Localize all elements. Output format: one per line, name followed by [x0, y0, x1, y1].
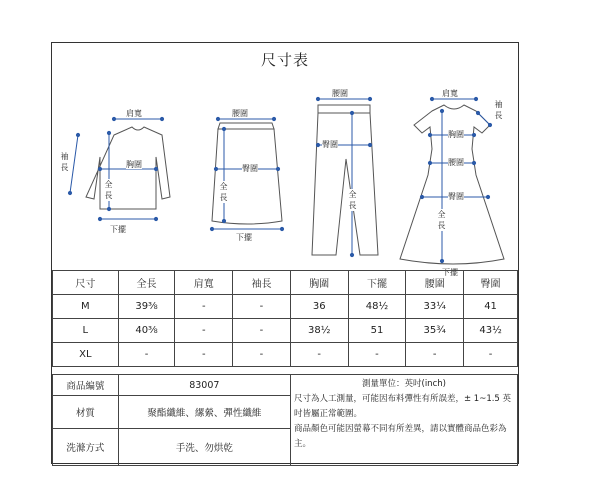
top-chest-label: 胸圍	[126, 160, 142, 169]
color-note: 商品顏色可能因螢幕不同有所差異，請以實體商品色彩為主。	[293, 424, 507, 449]
table-cell: -	[175, 319, 233, 343]
table-cell: 51	[348, 319, 406, 343]
table-cell: -	[233, 295, 291, 319]
skirt-length-label: 全長	[219, 182, 228, 202]
item-no-value: 83007	[118, 375, 290, 396]
dress-hem-label: 下擺	[442, 268, 458, 277]
table-cell: 39⅜	[118, 295, 175, 319]
skirt-illustration	[212, 123, 282, 224]
unit-note: 測量單位：英吋(inch)	[362, 379, 446, 389]
table-cell: 48½	[348, 295, 406, 319]
top-length-label: 全長	[104, 180, 113, 200]
header-cell: 腰圍	[406, 271, 464, 295]
table-cell: -	[348, 343, 406, 367]
pants-hip-label: 臀圍	[322, 140, 338, 149]
size-cell: M	[53, 295, 119, 319]
skirt-hem-label: 下擺	[236, 233, 252, 242]
table-cell: 38½	[290, 319, 348, 343]
skirt-waist-label: 腰圍	[232, 109, 248, 118]
header-cell: 肩寬	[175, 271, 233, 295]
dress-hip-label: 臀圍	[448, 192, 464, 201]
dress-waist-label: 腰圍	[448, 158, 464, 167]
header-cell: 全長	[118, 271, 175, 295]
top-shoulder-label: 肩寬	[126, 109, 142, 118]
dress-sleeve-label: 袖長	[494, 100, 503, 120]
size-chart-sheet	[51, 42, 519, 464]
material-value: 聚酯纖維、縲縈、彈性纖維	[118, 396, 290, 429]
top-sleeve-label: 袖長	[60, 152, 69, 172]
table-cell: -	[175, 343, 233, 367]
dress-length-label: 全長	[437, 210, 446, 230]
table-cell: -	[233, 319, 291, 343]
table-cell: -	[175, 295, 233, 319]
table-row	[53, 319, 518, 343]
chart-title: 尺寸表	[260, 51, 309, 69]
table-cell: -	[290, 343, 348, 367]
table-cell: 36	[290, 295, 348, 319]
info-row	[53, 375, 518, 396]
top-hem-label: 下擺	[110, 225, 126, 234]
garment-illustrations	[52, 69, 520, 269]
table-cell: 33¼	[406, 295, 464, 319]
header-cell: 臀圍	[464, 271, 518, 295]
garment-diagrams	[52, 69, 520, 277]
table-cell: 41	[464, 295, 518, 319]
table-cell: -	[406, 343, 464, 367]
table-cell: 35¾	[406, 319, 464, 343]
dress-shoulder-label: 肩寬	[442, 89, 458, 98]
skirt-hip-label: 臀圍	[242, 164, 258, 173]
table-header-row	[53, 271, 518, 295]
size-table	[52, 270, 518, 367]
wash-label: 洗滌方式	[53, 429, 119, 466]
header-cell: 尺寸	[53, 271, 119, 295]
notes-cell	[290, 375, 517, 466]
table-cell: 40⅜	[118, 319, 175, 343]
pants-waist-label: 腰圍	[332, 89, 348, 98]
table-cell: -	[118, 343, 175, 367]
pants-length-label: 全長	[348, 190, 357, 210]
table-cell: -	[233, 343, 291, 367]
table-cell: -	[464, 343, 518, 367]
header-cell: 胸圍	[290, 271, 348, 295]
wash-value: 手洗、勿烘乾	[118, 429, 290, 466]
measurement-note: 尺寸為人工測量，可能因布料彈性有所誤差，± 1~1.5 英吋皆屬正常範圍。	[293, 394, 512, 419]
header-cell: 袖長	[233, 271, 291, 295]
pants-illustration	[312, 105, 378, 255]
material-label: 材質	[53, 396, 119, 429]
table-row	[53, 295, 518, 319]
size-cell: L	[53, 319, 119, 343]
item-no-label: 商品編號	[53, 375, 119, 396]
size-cell: XL	[53, 343, 119, 367]
dress-illustration	[400, 105, 504, 264]
table-cell: 43½	[464, 319, 518, 343]
dress-chest-label: 胸圍	[448, 130, 464, 139]
header-cell: 下擺	[348, 271, 406, 295]
table-row	[53, 343, 518, 367]
product-info-table	[52, 374, 518, 466]
